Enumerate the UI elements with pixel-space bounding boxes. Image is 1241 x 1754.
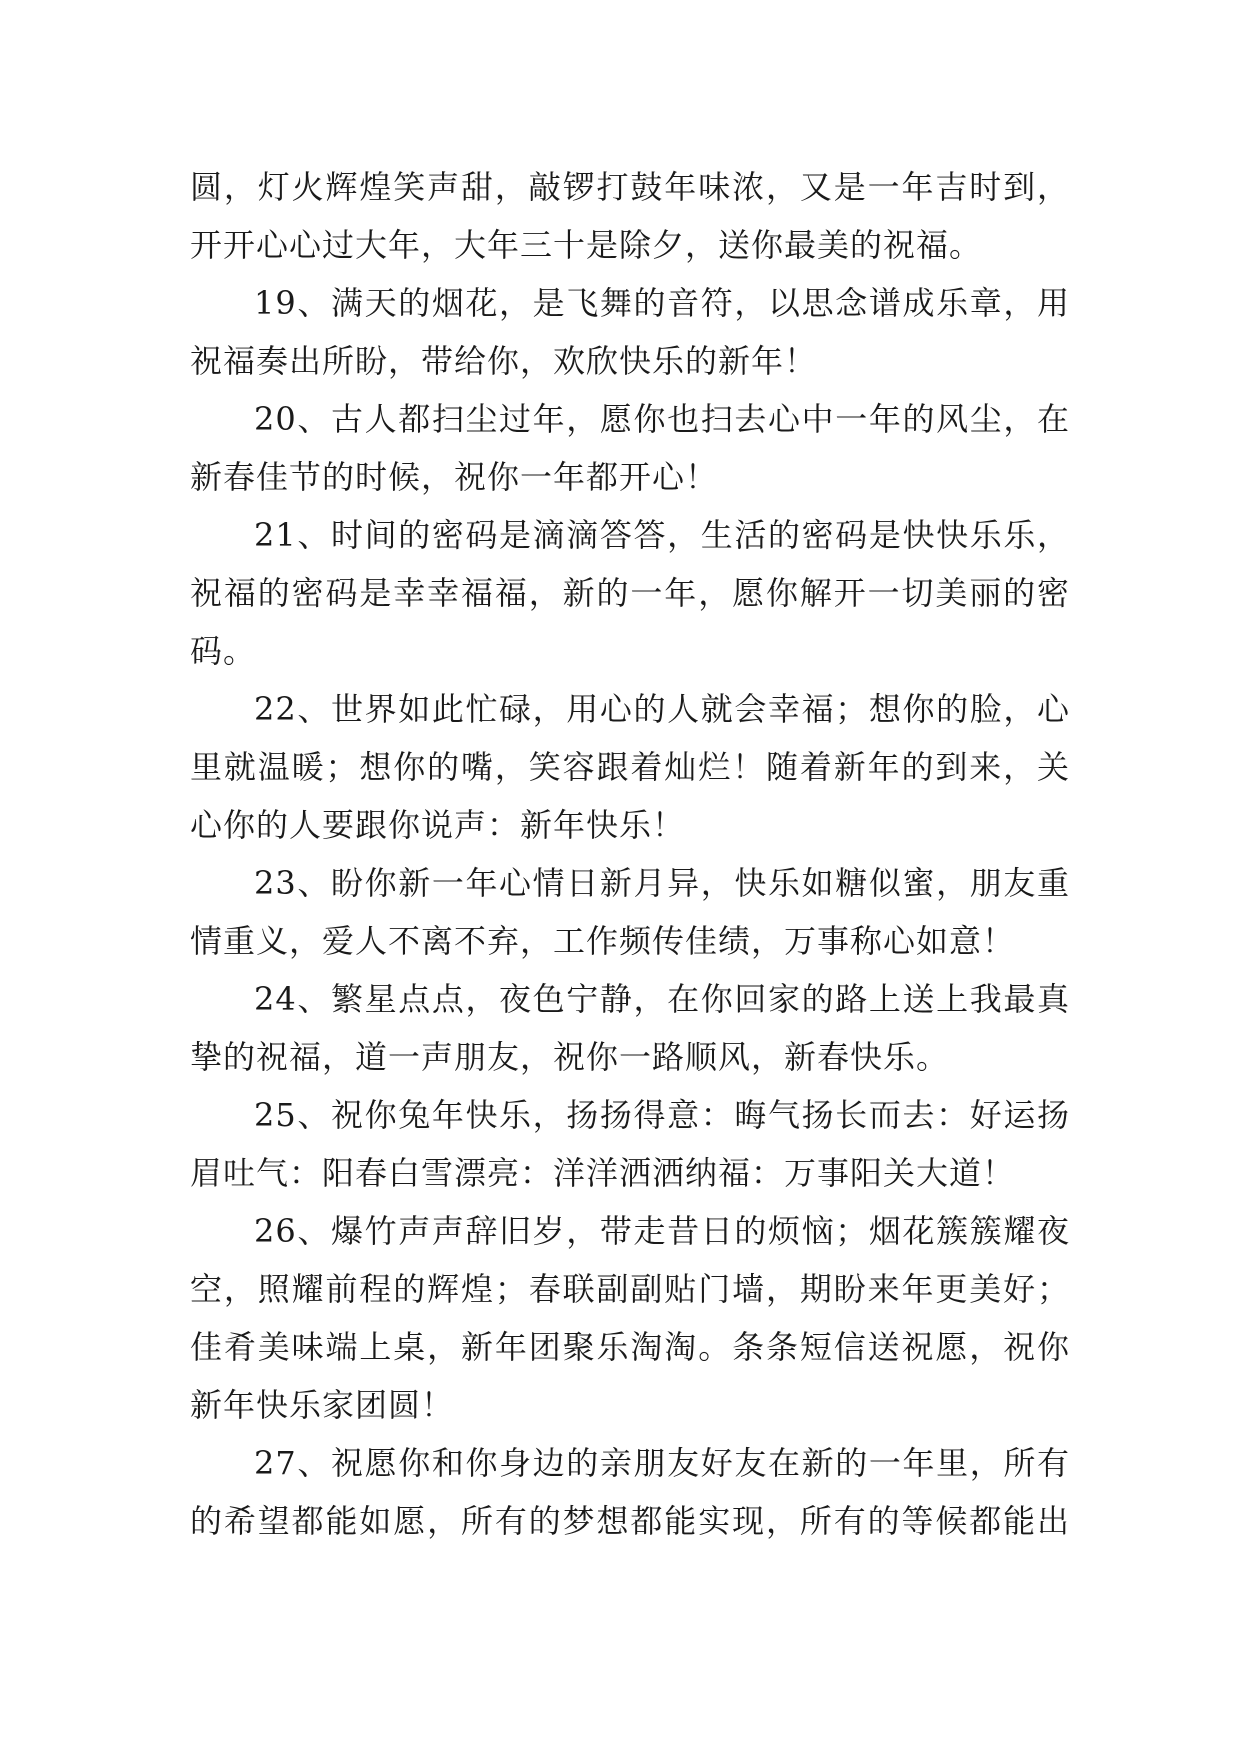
text-line: 祝福的密码是幸幸福福，新的一年，愿你解开一切美丽的密: [190, 574, 1070, 612]
text-line: 23、盼你新一年心情日新月异，快乐如糖似蜜，朋友重: [254, 864, 1070, 902]
text-line: 26、爆竹声声辞旧岁，带走昔日的烦恼；烟花簇簇耀夜: [254, 1212, 1070, 1250]
text-line: 新年快乐家团圆！: [190, 1386, 455, 1424]
text-line: 眉吐气：阳春白雪漂亮：洋洋洒洒纳福：万事阳关大道！: [190, 1154, 1016, 1192]
text-line: 24、繁星点点，夜色宁静，在你回家的路上送上我最真: [254, 980, 1070, 1018]
text-line: 25、祝你兔年快乐，扬扬得意：晦气扬长而去：好运扬: [254, 1096, 1070, 1134]
text-line: 的希望都能如愿，所有的梦想都能实现，所有的等候都能出: [190, 1502, 1070, 1540]
text-line: 19、满天的烟花，是飞舞的音符，以思念谱成乐章，用: [254, 284, 1070, 322]
text-line: 开开心心过大年，大年三十是除夕，送你最美的祝福。: [190, 226, 983, 264]
text-line: 里就温暖；想你的嘴，笑容跟着灿烂！随着新年的到来，关: [190, 748, 1070, 786]
text-line: 21、时间的密码是滴滴答答，生活的密码是快快乐乐，: [254, 516, 1070, 554]
text-line: 20、古人都扫尘过年，愿你也扫去心中一年的风尘，在: [254, 400, 1070, 438]
text-line: 空，照耀前程的辉煌；春联副副贴门墙，期盼来年更美好；: [190, 1270, 1070, 1308]
text-line: 27、祝愿你和你身边的亲朋友好友在新的一年里，所有: [254, 1444, 1070, 1482]
text-line: 祝福奏出所盼，带给你，欢欣快乐的新年！: [190, 342, 818, 380]
text-line: 22、世界如此忙碌，用心的人就会幸福；想你的脸，心: [254, 690, 1070, 728]
text-line: 心你的人要跟你说声：新年快乐！: [190, 806, 686, 844]
text-line: 挚的祝福，道一声朋友，祝你一路顺风，新春快乐。: [190, 1038, 950, 1076]
text-line: 新春佳节的时候，祝你一年都开心！: [190, 458, 719, 496]
text-line: 圆，灯火辉煌笑声甜，敲锣打鼓年味浓，又是一年吉时到，: [190, 168, 1070, 206]
text-line: 码。: [190, 632, 257, 670]
text-line: 佳肴美味端上桌，新年团聚乐淘淘。条条短信送祝愿，祝你: [190, 1328, 1070, 1366]
body-text: [190, 158, 1070, 1550]
text-line: 情重义，爱人不离不弃，工作频传佳绩，万事称心如意！: [190, 922, 1016, 960]
